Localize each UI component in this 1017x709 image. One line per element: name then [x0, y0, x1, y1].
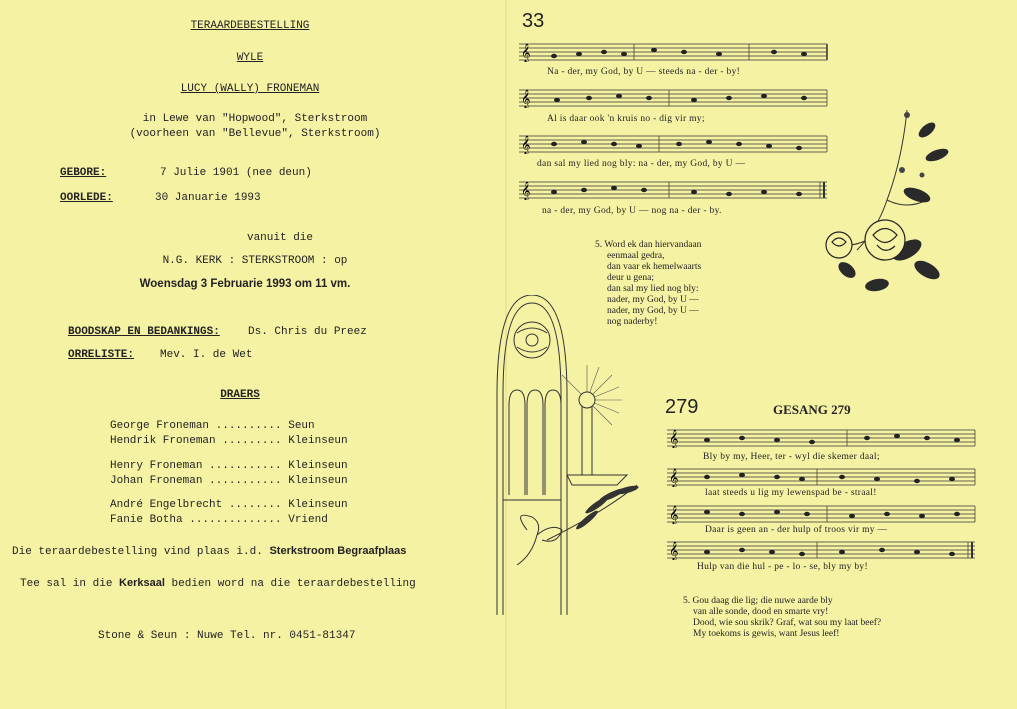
hymn279-number: 279: [665, 396, 699, 418]
bearer-row: Fanie Botha .............. Vriend: [110, 514, 328, 526]
verse-line: dan sal my lied nog bly:: [607, 284, 699, 294]
svg-text:𝄞: 𝄞: [521, 89, 531, 108]
hymn279-staff-2: [667, 467, 977, 487]
undertaker: Stone & Seun : Nuwe Tel. nr. 0451-81347: [98, 630, 356, 642]
service-details-panel: [0, 0, 500, 709]
from-text: vanuit die: [246, 232, 313, 244]
organist-value: Mev. I. de Wet: [160, 349, 253, 361]
verse-line: eenmaal gedra,: [607, 251, 665, 261]
deceased-name: LUCY (WALLY) FRONEMAN: [180, 83, 320, 95]
hymn33-lyric-1: Na - der, my God, by U — steeds na - der - by!: [547, 67, 741, 77]
hymn279-verse: [683, 596, 881, 640]
svg-text:𝄞: 𝄞: [669, 541, 679, 560]
heading: TERAARDEBESTELLING: [190, 20, 310, 32]
svg-text:𝄞: 𝄞: [669, 468, 679, 487]
svg-text:𝄞: 𝄞: [669, 505, 679, 524]
message-label: BOODSKAP EN BEDANKINGS:: [68, 326, 220, 338]
hymn33-lyric-4: na - der, my God, by U — nog na - der - by.: [542, 206, 722, 216]
hymn33-number: 33: [522, 10, 545, 32]
hymn279-staff-1: [667, 428, 977, 448]
died-label: OORLEDE:: [60, 192, 113, 204]
hymn33-staff-1: [519, 42, 829, 62]
church-window-illustration: [487, 295, 657, 615]
burial-note-text: Die teraardebestelling vind plaas i.d.: [12, 546, 263, 558]
verse-line: nader, my God, by U —: [607, 306, 699, 316]
hymn279-lyric-3: Daar is geen an - der hulp of troos vir my —: [705, 525, 888, 535]
message-value: Ds. Chris du Preez: [248, 326, 367, 338]
born-value: 7 Julie 1901 (nee deun): [160, 167, 312, 179]
burial-note: [12, 545, 406, 558]
bearers-title: DRAERS: [220, 389, 260, 401]
hymn279-staff-3: [667, 504, 977, 524]
svg-text:𝄞: 𝄞: [521, 181, 531, 200]
hymn279-lyric-1: Bly by my, Heer, ter - wyl die skemer daal;: [703, 452, 880, 462]
hymn33-lyric-3: dan sal my lied nog bly: na - der, my God, by U —: [537, 159, 746, 169]
verse-line: My toekoms is gewis, want Jesus leef!: [693, 629, 840, 639]
rose-illustration: [807, 100, 967, 320]
verse-line: dan vaar ek hemelwaarts: [607, 262, 702, 272]
church-text: N.G. KERK : STERKSTROOM : op: [162, 255, 348, 267]
bearer-row: George Froneman .......... Seun: [110, 420, 315, 432]
tea-note-pre: Tee sal in die: [20, 578, 113, 590]
hymn33-staff-3: [519, 134, 829, 154]
bearer-row: Hendrik Froneman ......... Kleinseun: [110, 435, 348, 447]
died-value: 30 Januarie 1993: [155, 192, 261, 204]
hymn33-lyric-2: Al is daar ook 'n kruis no - dig vir my;: [547, 114, 705, 124]
verse-line: nader, my God, by U —: [607, 295, 699, 305]
verse-line: Dood, wie sou skrik? Graf, wat sou my laat beef?: [693, 618, 882, 628]
service-date: Woensdag 3 Februarie 1993 om 11 vm.: [139, 278, 351, 290]
hymn279-lyric-2: laat steeds u lig my lewenspad be - straal!: [705, 488, 877, 498]
burial-place: Sterkstroom Begraafplaas: [269, 545, 407, 557]
hymns-panel: [507, 0, 1017, 709]
hymn33-staff-2: [519, 88, 829, 108]
tea-note: [20, 577, 416, 590]
svg-text:𝄞: 𝄞: [669, 429, 679, 448]
hymn279-staff-4: [667, 540, 977, 560]
verse-line: van alle sonde, dood en smarte vry!: [693, 607, 829, 617]
bearer-row: Johan Froneman ........... Kleinseun: [110, 475, 348, 487]
verse-line: deur u gena;: [607, 273, 654, 283]
verse-line: 5. Gou daag die lig; die nuwe aarde bly: [683, 596, 833, 606]
lived-line-2: (voorheen van "Bellevue", Sterkstroom): [129, 128, 381, 140]
organist-label: ORRELISTE:: [68, 349, 135, 361]
tea-note-post: bedien word na die teraardebestelling: [171, 578, 416, 590]
wyle-label: WYLE: [236, 52, 264, 64]
svg-text:𝄞: 𝄞: [521, 135, 531, 154]
bearer-row: Henry Froneman ........... Kleinseun: [110, 460, 348, 472]
hymn33-staff-4: [519, 180, 829, 200]
tea-venue: Kerksaal: [119, 577, 165, 589]
born-label: GEBORE:: [60, 167, 107, 179]
lived-line-1: in Lewe van "Hopwood", Sterkstroom: [142, 113, 368, 125]
hymn279-title: GESANG 279: [773, 402, 851, 417]
svg-text:𝄞: 𝄞: [521, 43, 531, 62]
verse-line: nog naderby!: [607, 317, 658, 327]
hymn279-lyric-4: Hulp van die hul - pe - lo - se, bly my by!: [697, 562, 868, 572]
verse-line: 5. Word ek dan hiervandaan: [595, 240, 702, 250]
bearer-row: André Engelbrecht ........ Kleinseun: [110, 499, 348, 511]
